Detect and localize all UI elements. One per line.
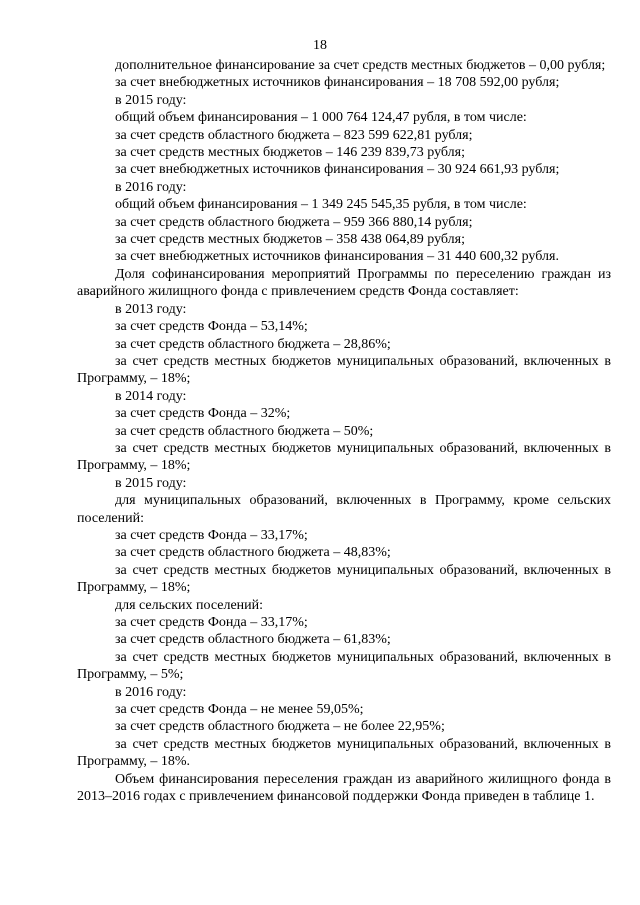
paragraph: за счет средств областного бюджета – не более 22,95%; xyxy=(115,719,445,735)
paragraph: за счет средств Фонда – 33,17%; xyxy=(115,615,308,630)
paragraph: за счет средств местных бюджетов муниципальных образований, включенных в Программу, – 18%; xyxy=(77,562,611,596)
paragraph: за счет средств Фонда – 33,17%; xyxy=(115,527,308,543)
year-heading: в 2013 году: xyxy=(115,301,187,317)
year-heading: в 2015 году: xyxy=(115,475,187,491)
paragraph: за счет средств областного бюджета – 50%; xyxy=(115,423,374,439)
year-heading: в 2016 году: xyxy=(115,179,187,195)
paragraph: за счет средств областного бюджета – 959 366 880,14 рубля; xyxy=(115,214,473,230)
year-heading: в 2015 году: xyxy=(115,92,187,108)
paragraph: за счет средств местных бюджетов муниципальных образований, включенных в Программу, – 18%; xyxy=(77,440,611,474)
paragraph: общий объем финансирования – 1 349 245 545,35 рубля, в том числе: xyxy=(115,197,527,213)
paragraph: за счет внебюджетных источников финансирования – 30 924 661,93 рубля; xyxy=(115,162,560,178)
paragraph: Доля софинансирования мероприятий Программы по переселению граждан из аварийного жилищного фонда с привлечением средств Фонда составляет: xyxy=(77,266,611,300)
paragraph: дополнительное финансирование за счет средств местных бюджетов – 0,00 рубля; xyxy=(115,58,606,73)
paragraph: общий объем финансирования – 1 000 764 124,47 рубля, в том числе: xyxy=(115,110,527,126)
paragraph: за счет средств местных бюджетов муниципальных образований, включенных в Программу, – 5%; xyxy=(77,649,611,683)
paragraph: за счет средств местных бюджетов – 146 239 839,73 рубля; xyxy=(115,145,465,161)
paragraph: для сельских поселений: xyxy=(115,597,264,613)
paragraph: за счет средств местных бюджетов муниципальных образований, включенных в Программу, – 18%. xyxy=(77,736,611,770)
paragraph: за счет средств местных бюджетов муниципальных образований, включенных в Программу, – 18%; xyxy=(77,353,611,387)
paragraph: за счет средств Фонда – не менее 59,05%; xyxy=(115,702,364,718)
paragraph: для муниципальных образований, включенных в Программу, кроме сельских поселений: xyxy=(77,493,611,526)
paragraph: за счет средств областного бюджета – 823 599 622,81 рубля; xyxy=(115,127,473,143)
paragraph: Объем финансирования переселения граждан из аварийного жилищного фонда в 2013–2016 годах с привлечением финансовой поддержки Фонда приведен в таблице 1. xyxy=(77,771,611,805)
paragraph: за счет внебюджетных источников финансирования – 31 440 600,32 рубля. xyxy=(115,249,559,265)
document-body xyxy=(77,57,611,805)
paragraph: за счет средств Фонда – 53,14%; xyxy=(115,319,308,335)
paragraph: за счет средств областного бюджета – 28,86%; xyxy=(115,336,391,352)
year-heading: в 2016 году: xyxy=(115,684,187,700)
paragraph: за счет средств Фонда – 32%; xyxy=(115,406,291,422)
paragraph: за счет внебюджетных источников финансирования – 18 708 592,00 рубля; xyxy=(115,75,560,91)
page-number: 18 xyxy=(313,38,327,53)
year-heading: в 2014 году: xyxy=(115,388,187,404)
paragraph: за счет средств областного бюджета – 61,83%; xyxy=(115,632,391,648)
paragraph: за счет средств местных бюджетов – 358 438 064,89 рубля; xyxy=(115,232,465,248)
paragraph: за счет средств областного бюджета – 48,83%; xyxy=(115,545,391,561)
